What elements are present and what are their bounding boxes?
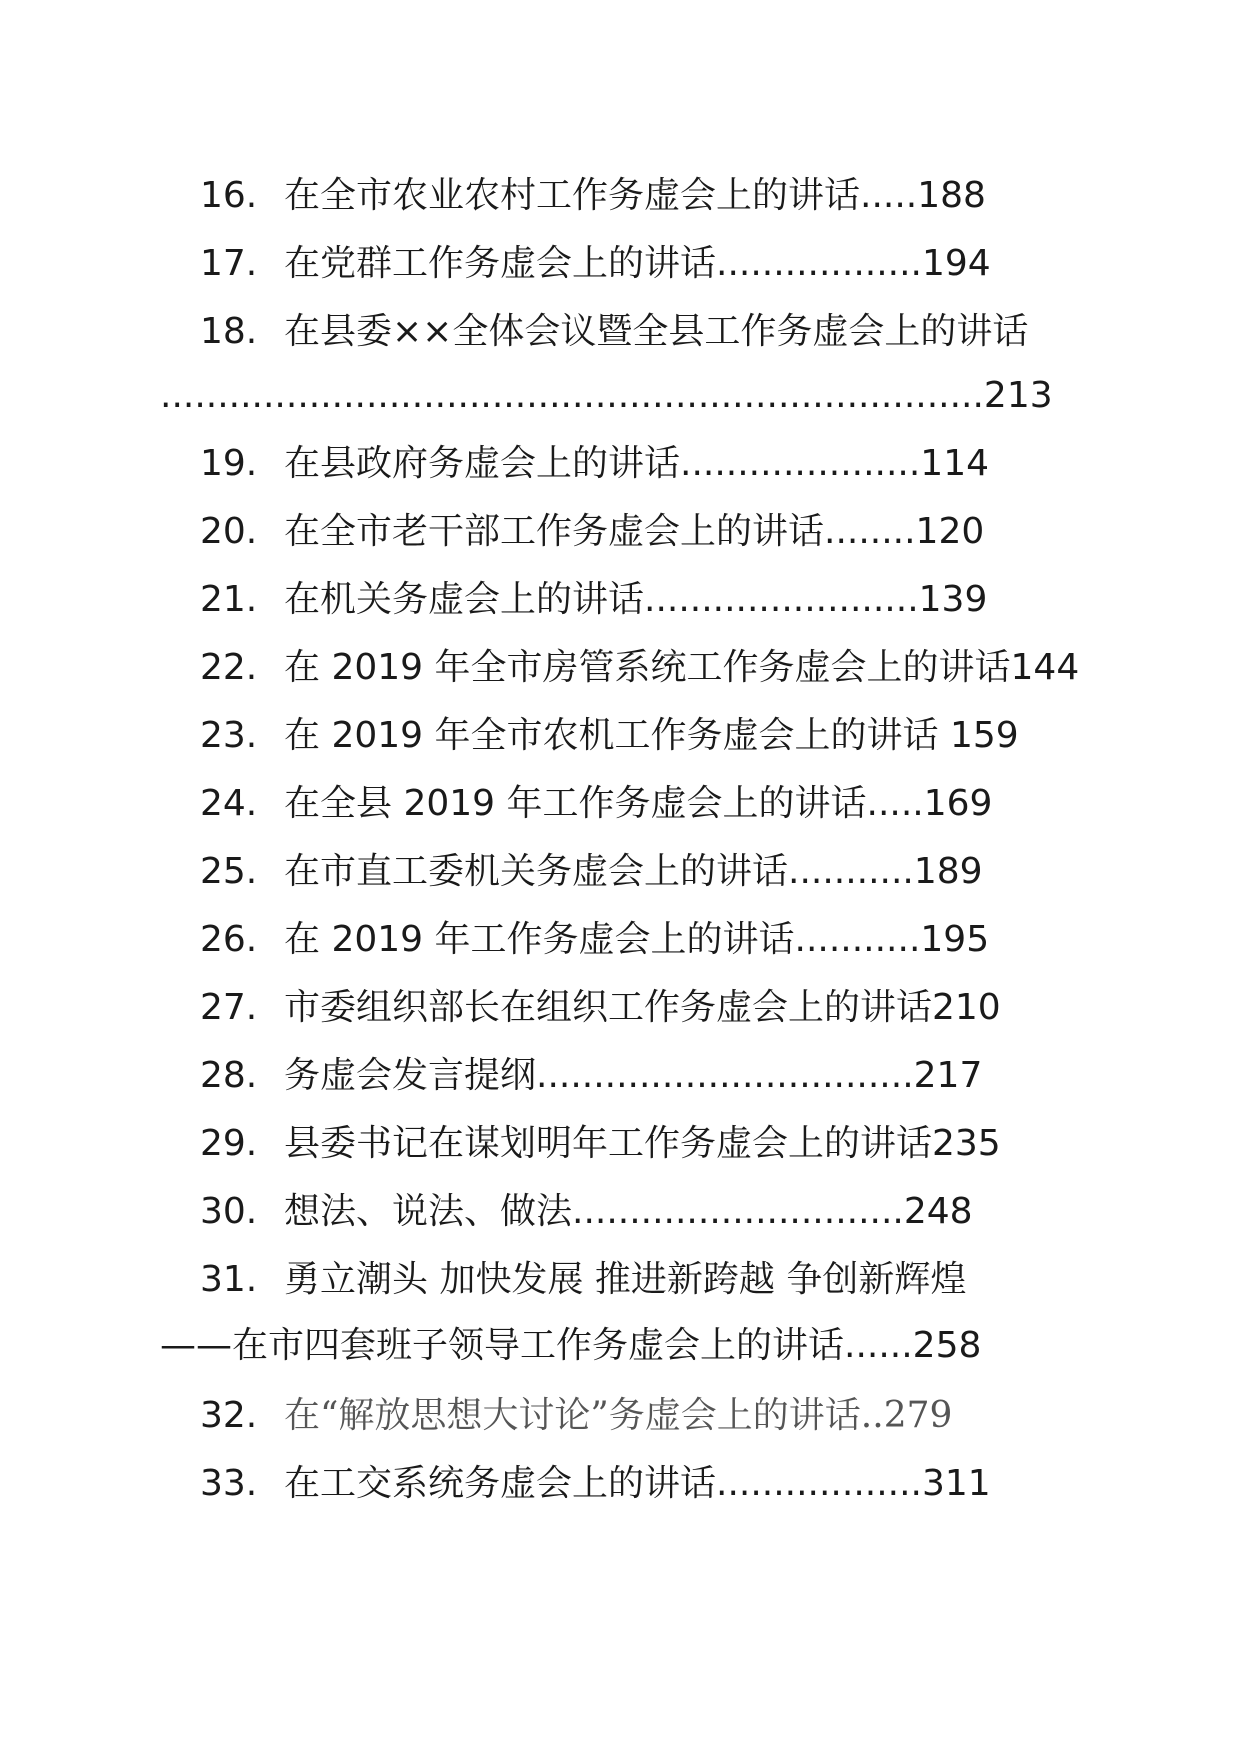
entry-number: 17. (200, 243, 258, 284)
entry-title: 在市直工委机关务虚会上的讲话...........189 (284, 851, 983, 892)
entry-title: 在县政府务虚会上的讲话.....................114 (284, 443, 990, 484)
entry-title: 在机关务虚会上的讲话........................139 (284, 579, 988, 620)
entry-number: 22. (200, 647, 258, 688)
entry-number: 28. (200, 1055, 258, 1096)
entry-number: 31. (200, 1259, 258, 1300)
entry-number: 33. (200, 1463, 258, 1504)
entry-title: 在全县 2019 年工作务虚会上的讲话.....169 (284, 783, 993, 824)
entry-number: 24. (200, 783, 258, 824)
entry-title: 想法、说法、做法.............................248 (284, 1191, 973, 1232)
entry-leader-page: ........................................................................213 (160, 375, 1053, 416)
entry-number: 23. (200, 715, 258, 756)
entry-number: 19. (200, 443, 258, 484)
entry-subtitle: ——在市四套班子领导工作务虚会上的讲话......258 (160, 1325, 982, 1366)
entry-title: 在 2019 年工作务虚会上的讲话...........195 (284, 919, 990, 960)
entry-title: 务虚会发言提纲.................................217 (284, 1055, 983, 1096)
entry-number: 26. (200, 919, 258, 960)
entry-title: 在党群工作务虚会上的讲话..................194 (284, 243, 991, 284)
entry-title: 在 2019 年全市房管系统工作务虚会上的讲话144 (284, 647, 1080, 688)
entry-title: 在“解放思想大讨论”务虚会上的讲话..279 (284, 1395, 953, 1436)
entry-title: 在工交系统务虚会上的讲话..................311 (284, 1463, 991, 1504)
entry-title: 县委书记在谋划明年工作务虚会上的讲话235 (284, 1123, 1001, 1164)
entry-number: 29. (200, 1123, 258, 1164)
entry-number: 27. (200, 987, 258, 1028)
entry-title: 市委组织部长在组织工作务虚会上的讲话210 (284, 987, 1001, 1028)
entry-number: 20. (200, 511, 258, 552)
entry-number: 25. (200, 851, 258, 892)
entry-number: 21. (200, 579, 258, 620)
entry-title: 在全市老干部工作务虚会上的讲话........120 (284, 511, 985, 552)
entry-number: 16. (200, 175, 258, 216)
entry-title: 勇立潮头 加快发展 推进新跨越 争创新辉煌 (284, 1259, 967, 1300)
entry-number: 32. (200, 1395, 258, 1436)
entry-title: 在 2019 年全市农机工作务虚会上的讲话 159 (284, 715, 1019, 756)
entry-title: 在县委××全体会议暨全县工作务虚会上的讲话 (284, 311, 1029, 352)
entry-number: 30. (200, 1191, 258, 1232)
entry-number: 18. (200, 311, 258, 352)
entry-title: 在全市农业农村工作务虚会上的讲话.....188 (284, 175, 986, 216)
